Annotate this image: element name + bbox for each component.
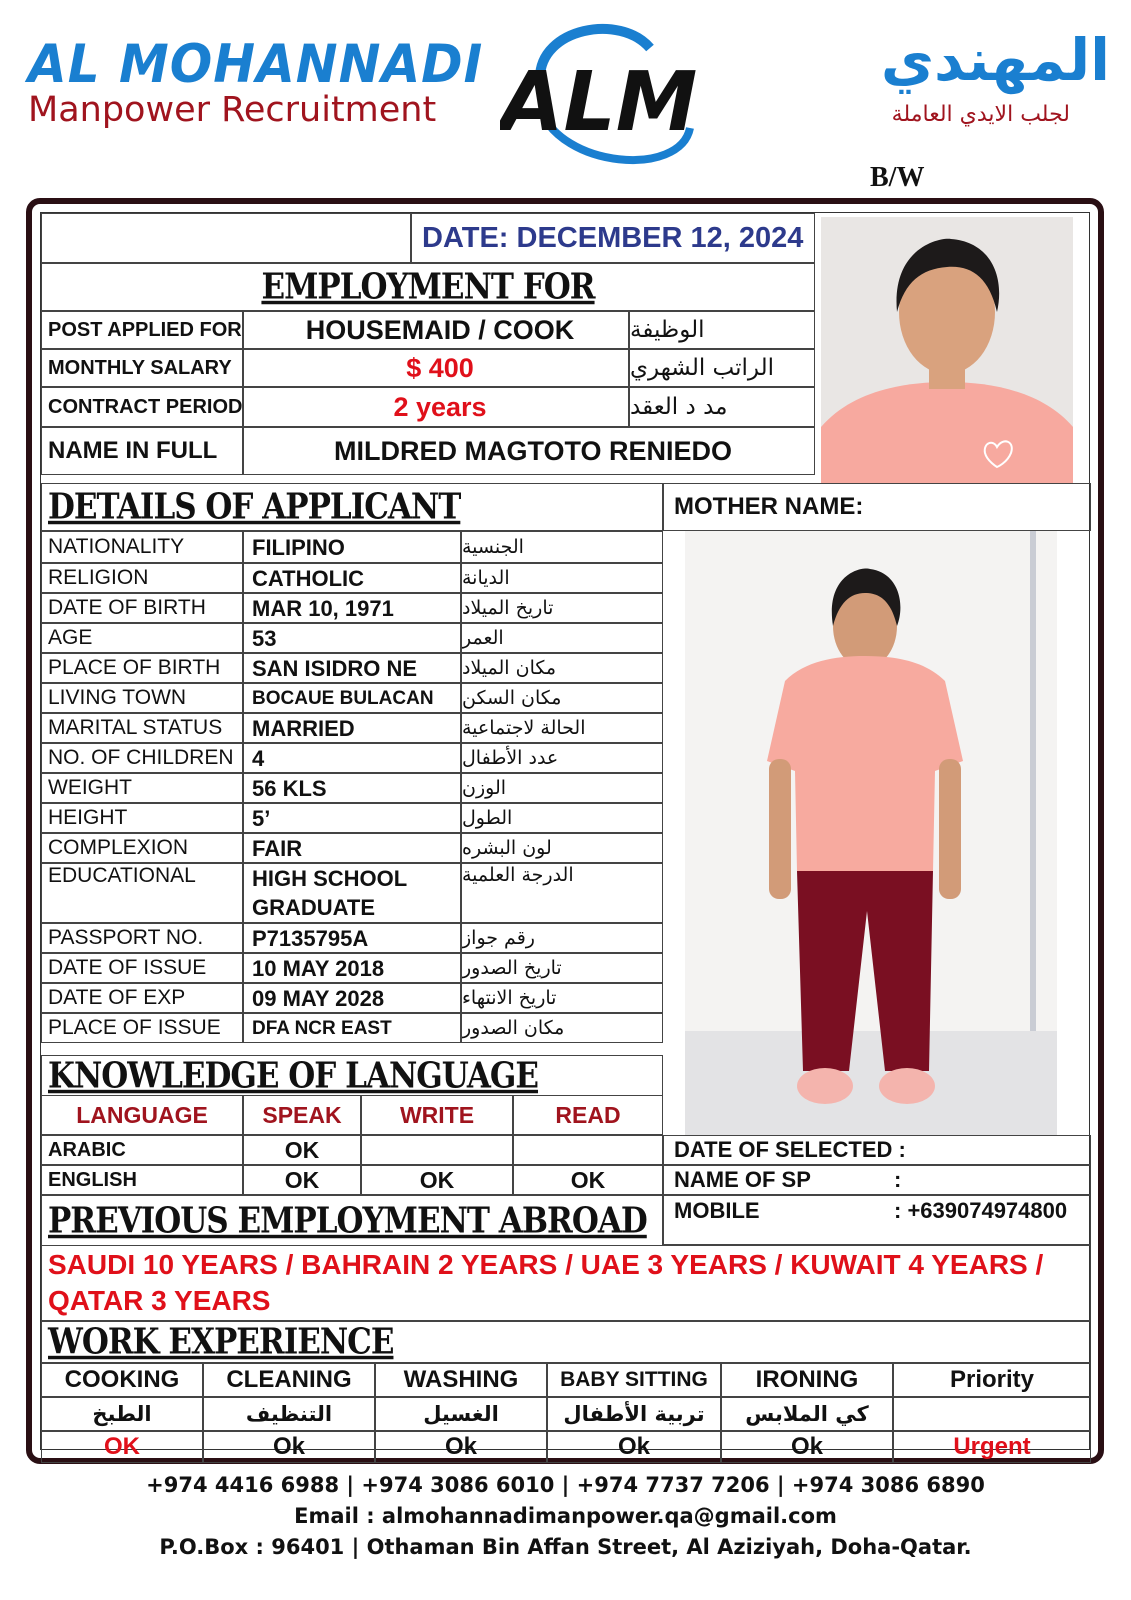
- detail-arabic: تاريخ الميلاد: [461, 593, 663, 623]
- date-selected-label: DATE OF SELECTED :: [663, 1135, 1091, 1165]
- contract-label: CONTRACT PERIOD: [41, 387, 243, 427]
- brand-arabic: [745, 20, 1110, 130]
- detail-value: BOCAUE BULACAN: [243, 683, 461, 713]
- work-status: Urgent: [893, 1431, 1091, 1463]
- language-header-write: WRITE: [361, 1095, 513, 1135]
- work-skill-arabic: [893, 1397, 1091, 1431]
- language-english-read: OK: [513, 1165, 663, 1195]
- mobile-value: : +639074974800: [894, 1198, 1068, 1223]
- post-label: POST APPLIED FOR: [41, 311, 243, 349]
- detail-value: 56 KLS: [243, 773, 461, 803]
- salary-label: MONTHLY SALARY: [41, 349, 243, 387]
- detail-arabic: تاريخ الانتهاء: [461, 983, 663, 1013]
- language-arabic-name: ARABIC: [41, 1135, 243, 1165]
- fullname-label: NAME IN FULL: [41, 427, 243, 475]
- detail-label: DATE OF EXP: [41, 983, 243, 1013]
- detail-label: EDUCATIONAL: [41, 863, 243, 923]
- portrait-illustration: [821, 217, 1073, 483]
- detail-label: NO. OF CHILDREN: [41, 743, 243, 773]
- contract-arabic: مد د العقد: [629, 387, 815, 427]
- footer-phones: +974 4416 6988 | +974 3086 6010 | +974 7737 7206 | +974 3086 6890: [146, 1473, 985, 1497]
- work-skill-arabic: تربية الأطفال: [547, 1397, 721, 1431]
- work-skill: IRONING: [721, 1363, 893, 1397]
- previous-line-1: SAUDI 10 YEARS / BAHRAIN 2 YEARS / UAE 3 YEARS / KUWAIT 4 YEARS /: [48, 1249, 1044, 1280]
- detail-arabic: الدرجة العلمية: [461, 863, 663, 923]
- detail-label: PASSPORT NO.: [41, 923, 243, 953]
- work-skill-arabic: كي الملابس: [721, 1397, 893, 1431]
- brand-arabic-tagline: لجلب الايدي العاملة: [891, 102, 1070, 127]
- detail-label: COMPLEXION: [41, 833, 243, 863]
- detail-label: DATE OF ISSUE: [41, 953, 243, 983]
- contract-value: 2 years: [243, 387, 629, 427]
- sp-name-colon: :: [894, 1167, 902, 1192]
- logo-text: ALM: [500, 55, 698, 150]
- detail-arabic: عدد الأطفال: [461, 743, 663, 773]
- detail-label: MARITAL STATUS: [41, 713, 243, 743]
- previous-title: PREVIOUS EMPLOYMENT ABROAD: [48, 1199, 647, 1242]
- work-status: Ok: [547, 1431, 721, 1463]
- detail-label: RELIGION: [41, 563, 243, 593]
- language-english-write: OK: [361, 1165, 513, 1195]
- detail-label: DATE OF BIRTH: [41, 593, 243, 623]
- mother-name-label: MOTHER NAME:: [663, 483, 1091, 531]
- detail-value: P7135795A: [243, 923, 461, 953]
- detail-value: 5’: [243, 803, 461, 833]
- work-title: WORK EXPERIENCE: [48, 1321, 394, 1363]
- application-frame: [26, 198, 1104, 1464]
- work-skill: BABY SITTING: [547, 1363, 721, 1397]
- fullname-value: MILDRED MAGTOTO RENIEDO: [243, 427, 815, 475]
- work-skill-arabic: التنظيف: [203, 1397, 375, 1431]
- footer-address: P.O.Box : 96401 | Othaman Bin Affan Street, Al Aziziyah, Doha-Qatar.: [159, 1535, 972, 1559]
- detail-value: 53: [243, 623, 461, 653]
- detail-label: AGE: [41, 623, 243, 653]
- full-body-illustration: [685, 531, 1057, 1135]
- sp-name-row: [663, 1165, 1091, 1195]
- footer-email: Email : almohannadimanpower.qa@gmail.com: [294, 1504, 837, 1528]
- detail-value: MAR 10, 1971: [243, 593, 461, 623]
- language-arabic-write: [361, 1135, 513, 1165]
- detail-arabic: العمر: [461, 623, 663, 653]
- detail-value: 09 MAY 2028: [243, 983, 461, 1013]
- footer: [0, 1470, 1131, 1563]
- detail-arabic: رقم جواز: [461, 923, 663, 953]
- detail-value: MARRIED: [243, 713, 461, 743]
- work-skill: CLEANING: [203, 1363, 375, 1397]
- detail-arabic: مكان السكن: [461, 683, 663, 713]
- details-title: DETAILS OF APPLICANT: [48, 486, 461, 528]
- language-title-cell: [41, 1055, 663, 1095]
- mobile-label: MOBILE: [674, 1198, 760, 1223]
- work-skill: Priority: [893, 1363, 1091, 1397]
- brand-arabic-name: المهندي: [880, 26, 1110, 94]
- details-title-cell: [41, 483, 663, 531]
- mobile-row: [663, 1195, 1091, 1245]
- application-form: [40, 212, 1090, 1460]
- work-status: Ok: [203, 1431, 375, 1463]
- language-arabic-speak: OK: [243, 1135, 361, 1165]
- portrait-photo: [821, 217, 1073, 483]
- brand-tagline: Manpower Recruitment: [28, 90, 437, 130]
- detail-label: LIVING TOWN: [41, 683, 243, 713]
- work-skill: WASHING: [375, 1363, 547, 1397]
- language-english-speak: OK: [243, 1165, 361, 1195]
- employment-title: EMPLOYMENT FOR: [261, 266, 595, 308]
- language-header-read: READ: [513, 1095, 663, 1135]
- detail-arabic: الحالة لاجتماعية: [461, 713, 663, 743]
- language-header-speak: SPEAK: [243, 1095, 361, 1135]
- header: [0, 0, 1131, 200]
- detail-label: HEIGHT: [41, 803, 243, 833]
- detail-value: FAIR: [243, 833, 461, 863]
- salary-value: $ 400: [243, 349, 629, 387]
- detail-arabic: الطول: [461, 803, 663, 833]
- alm-logo: [500, 18, 735, 178]
- salary-arabic: الراتب الشهري: [629, 349, 815, 387]
- previous-title-cell: [41, 1195, 663, 1245]
- detail-arabic: مكان الصدور: [461, 1013, 663, 1043]
- blank-cell: [41, 213, 411, 263]
- work-status: OK: [41, 1431, 203, 1463]
- work-status: Ok: [375, 1431, 547, 1463]
- post-value: HOUSEMAID / COOK: [243, 311, 629, 349]
- detail-value: CATHOLIC: [243, 563, 461, 593]
- detail-value: SAN ISIDRO NE: [243, 653, 461, 683]
- previous-employment: [41, 1245, 1091, 1321]
- previous-line-2: QATAR 3 YEARS: [48, 1285, 271, 1316]
- form-code: B/W: [870, 162, 925, 193]
- detail-value: 4: [243, 743, 461, 773]
- work-title-cell: [41, 1321, 1091, 1363]
- detail-label: NATIONALITY: [41, 531, 243, 563]
- detail-label: PLACE OF ISSUE: [41, 1013, 243, 1043]
- detail-value: FILIPINO: [243, 531, 461, 563]
- brand-english: [28, 33, 498, 130]
- detail-arabic: الجنسية: [461, 531, 663, 563]
- work-skill-arabic: الغسيل: [375, 1397, 547, 1431]
- work-skill-arabic: الطبخ: [41, 1397, 203, 1431]
- language-header-language: LANGUAGE: [41, 1095, 243, 1135]
- detail-arabic: الديانة: [461, 563, 663, 593]
- detail-label: PLACE OF BIRTH: [41, 653, 243, 683]
- detail-label: WEIGHT: [41, 773, 243, 803]
- detail-value: 10 MAY 2018: [243, 953, 461, 983]
- work-skill: COOKING: [41, 1363, 203, 1397]
- language-title: KNOWLEDGE OF LANGUAGE: [48, 1055, 539, 1095]
- brand-name: AL MOHANNADI: [28, 33, 484, 95]
- detail-value: DFA NCR EAST: [243, 1013, 461, 1043]
- work-status: Ok: [721, 1431, 893, 1463]
- employment-title-cell: [41, 263, 815, 311]
- full-body-photo: [685, 531, 1057, 1135]
- sp-name-label: NAME OF SP: [674, 1167, 811, 1192]
- post-arabic: الوظيفة: [629, 311, 815, 349]
- language-english-name: ENGLISH: [41, 1165, 243, 1195]
- detail-value: HIGH SCHOOL GRADUATE: [243, 863, 461, 923]
- detail-arabic: لون البشره: [461, 833, 663, 863]
- detail-arabic: الوزن: [461, 773, 663, 803]
- language-arabic-read: [513, 1135, 663, 1165]
- detail-arabic: تاريخ الصدور: [461, 953, 663, 983]
- detail-arabic: مكان الميلاد: [461, 653, 663, 683]
- date-label: DATE: DECEMBER 12, 2024: [411, 213, 815, 263]
